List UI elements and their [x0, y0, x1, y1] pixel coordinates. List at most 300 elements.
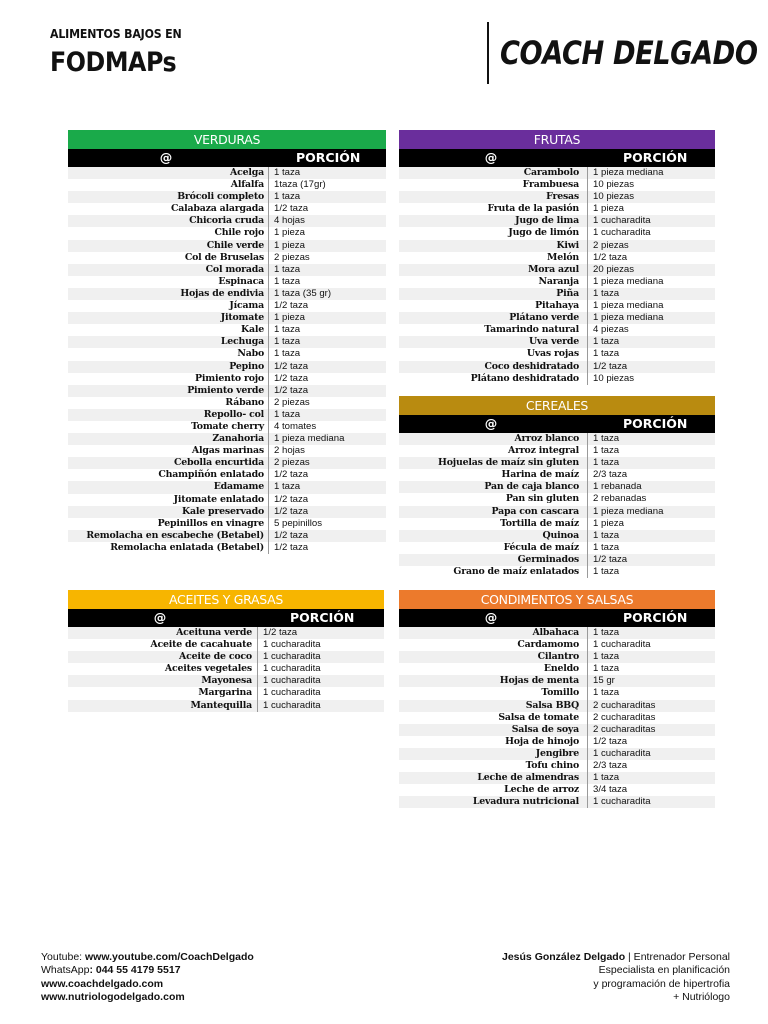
table-row	[399, 191, 715, 203]
food-portion: 1/2 taza	[593, 553, 628, 565]
table-row	[68, 361, 386, 373]
column-divider	[587, 712, 588, 724]
food-portion: 2 piezas	[274, 251, 310, 263]
table-body	[399, 167, 715, 385]
food-portion: 4 tomates	[274, 420, 317, 432]
author-line-2: Especialista en planificación	[598, 964, 730, 977]
table-row	[399, 215, 715, 227]
section-aceites	[68, 590, 384, 712]
food-name: Melón	[547, 251, 579, 263]
column-header-portion: PORCIÓN	[296, 150, 361, 165]
food-name: Pan sin gluten	[505, 493, 579, 505]
table-body	[68, 167, 386, 554]
table-row	[399, 361, 715, 373]
food-portion: 1 taza	[593, 433, 620, 444]
table-row	[399, 712, 715, 724]
column-divider	[587, 252, 588, 264]
food-portion: 1 pieza mediana	[593, 505, 664, 517]
table-row	[68, 385, 386, 397]
food-name: Salsa de soya	[511, 723, 579, 735]
column-divider	[587, 748, 588, 760]
column-divider	[587, 300, 588, 312]
table-body	[399, 627, 715, 808]
table-row	[399, 518, 715, 530]
food-name: Jícama	[229, 300, 264, 312]
food-name: Tortilla de maíz	[500, 517, 579, 529]
food-portion: 1 cucharadita	[593, 747, 651, 759]
food-name: Acelga	[230, 167, 264, 178]
column-divider	[257, 651, 258, 663]
food-portion: 20 piezas	[593, 263, 635, 275]
table-row	[399, 554, 715, 566]
table-row	[399, 240, 715, 252]
table-row	[68, 530, 386, 542]
table-row	[399, 179, 715, 191]
column-divider	[587, 203, 588, 215]
food-name: Tomillo	[541, 687, 579, 699]
table-row	[68, 276, 386, 288]
food-portion: 1 taza	[593, 687, 620, 699]
author-line-4: + Nutriólogo	[673, 990, 730, 1003]
table-row	[399, 227, 715, 239]
column-divider	[587, 675, 588, 687]
food-name: Algas marinas	[191, 445, 264, 457]
table-row	[68, 445, 386, 457]
food-portion: 1/2 taza	[274, 300, 309, 312]
table-row	[399, 627, 715, 639]
food-portion: 1 taza	[593, 348, 620, 360]
column-divider	[268, 215, 269, 227]
food-name: Uva verde	[528, 336, 579, 348]
food-portion: 2 piezas	[274, 396, 310, 408]
food-portion: 1 taza	[274, 191, 301, 203]
food-portion: 10 piezas	[593, 372, 635, 384]
food-name: Eneldo	[543, 663, 579, 675]
website-link-2[interactable]: www.nutriologodelgado.com	[41, 990, 185, 1003]
column-header-item: @	[159, 150, 173, 165]
food-portion: 1/2 taza	[593, 360, 628, 372]
food-portion: 1 cucharadita	[593, 796, 651, 808]
table-row	[68, 288, 386, 300]
food-name: Cardamomo	[517, 639, 579, 651]
table-row	[399, 675, 715, 687]
youtube-label: Youtube:	[41, 951, 85, 963]
column-divider	[268, 385, 269, 397]
column-divider	[257, 700, 258, 712]
table-row	[399, 542, 715, 554]
food-portion: 2 cucharaditas	[593, 723, 656, 735]
food-name: Hoja de hinojo	[505, 735, 579, 747]
column-divider	[587, 469, 588, 481]
column-divider	[587, 627, 588, 639]
food-name: Mayonesa	[201, 675, 252, 687]
food-portion: 2 piezas	[274, 457, 310, 469]
column-divider	[587, 700, 588, 712]
food-portion: 1 taza	[593, 772, 620, 784]
section-title: CEREALES	[399, 396, 715, 415]
food-name: Piña	[556, 287, 579, 299]
food-name: Chile rojo	[214, 227, 264, 239]
food-portion: 1 taza	[274, 263, 301, 275]
table-row	[68, 203, 386, 215]
column-divider	[268, 469, 269, 481]
table-row	[399, 264, 715, 276]
food-portion: 1 cucharadita	[263, 663, 321, 675]
table-row	[68, 627, 384, 639]
food-name: Espinaca	[218, 275, 264, 287]
food-portion: 1 taza	[274, 408, 301, 420]
food-portion: 15 gr	[593, 675, 615, 687]
food-name: Salsa BBQ	[525, 699, 579, 711]
food-name: Hojuelas de maíz sin gluten	[438, 457, 579, 469]
column-divider	[268, 445, 269, 457]
column-divider	[587, 336, 588, 348]
food-name: Jengibre	[535, 747, 579, 759]
food-portion: 1 taza	[274, 348, 301, 360]
table-row	[68, 481, 386, 493]
table-row	[399, 796, 715, 808]
food-name: Jitomate	[220, 312, 264, 324]
food-portion: 1 cucharadita	[263, 699, 321, 711]
website-link-1[interactable]: www.coachdelgado.com	[41, 977, 164, 990]
food-name: Calabaza alargada	[171, 203, 264, 215]
food-portion: 10 piezas	[593, 191, 635, 203]
column-divider	[268, 433, 269, 445]
column-divider	[268, 457, 269, 469]
food-portion: 1/2 taza	[274, 505, 309, 517]
food-portion: 1 pieza	[593, 517, 624, 529]
food-portion: 1 taza	[274, 275, 301, 287]
food-name: Carambolo	[523, 167, 579, 178]
table-row	[68, 324, 386, 336]
section-title: ACEITES Y GRASAS	[68, 590, 384, 609]
food-name: Margarina	[198, 687, 252, 699]
table-row	[399, 324, 715, 336]
food-name: Kale	[241, 324, 264, 336]
table-row	[399, 566, 715, 578]
food-name: Remolacha en escabeche (Betabel)	[86, 529, 264, 541]
food-name: Salsa de tomate	[498, 711, 579, 723]
section-cereales	[399, 396, 715, 578]
food-name: Jitomate enlatado	[173, 493, 264, 505]
table-row	[68, 494, 386, 506]
column-divider	[587, 312, 588, 324]
column-divider	[268, 167, 269, 179]
table-row	[68, 397, 386, 409]
table-row	[68, 409, 386, 421]
column-header-portion: PORCIÓN	[623, 416, 688, 431]
food-portion: 1/2 taza	[274, 203, 309, 215]
column-divider	[587, 518, 588, 530]
table-row	[68, 518, 386, 530]
column-divider	[587, 481, 588, 493]
whatsapp-label: WhatsApp	[41, 964, 90, 977]
table-row	[399, 457, 715, 469]
column-divider	[587, 736, 588, 748]
section-title: CONDIMENTOS Y SALSAS	[399, 590, 715, 609]
brand-logo: COACH DELGADO	[500, 34, 758, 72]
food-portion: 1 pieza	[274, 312, 305, 324]
food-name: Fécula de maíz	[503, 541, 579, 553]
food-name: Hojas de menta	[499, 675, 579, 687]
food-name: Plátano deshidratado	[470, 372, 579, 384]
column-divider	[268, 409, 269, 421]
table-row	[68, 252, 386, 264]
food-portion: 1 taza (35 gr)	[274, 287, 332, 299]
table-row	[399, 784, 715, 796]
youtube-link[interactable]: www.youtube.com/CoachDelgado	[85, 951, 254, 963]
column-divider	[587, 361, 588, 373]
food-name: Quinoa	[542, 529, 579, 541]
table-body	[399, 433, 715, 578]
food-portion: 1/2 taza	[274, 360, 309, 372]
table-row	[68, 264, 386, 276]
column-divider	[268, 191, 269, 203]
column-divider	[268, 264, 269, 276]
column-divider	[587, 288, 588, 300]
food-name: Col de Bruselas	[184, 251, 264, 263]
food-name: Tomate cherry	[191, 420, 264, 432]
column-divider	[587, 651, 588, 663]
food-portion: 1 taza	[593, 287, 620, 299]
food-portion: 1 cucharadita	[593, 639, 651, 651]
food-portion: 1/2 taza	[593, 735, 628, 747]
food-portion: 1taza (17gr)	[274, 179, 326, 191]
table-row	[68, 542, 386, 554]
food-name: Pan de caja blanco	[484, 481, 579, 493]
column-divider	[268, 324, 269, 336]
food-name: Edamame	[213, 481, 264, 493]
column-divider	[268, 397, 269, 409]
column-header-item: @	[153, 610, 167, 625]
food-name: Aceite de cacahuate	[150, 639, 252, 651]
table-row	[399, 651, 715, 663]
food-portion: 1 taza	[274, 336, 301, 348]
food-portion: 1/2 taza	[274, 372, 309, 384]
food-name: Jugo de limón	[508, 227, 579, 239]
food-portion: 1 taza	[274, 324, 301, 336]
table-row	[68, 457, 386, 469]
column-divider	[268, 276, 269, 288]
food-portion: 1 pieza	[274, 239, 305, 251]
table-row	[399, 639, 715, 651]
table-row	[399, 167, 715, 179]
food-portion: 1 taza	[593, 663, 620, 675]
food-portion: 1/2 taza	[274, 529, 309, 541]
column-divider	[268, 288, 269, 300]
food-name: Papa con cascara	[491, 505, 579, 517]
food-portion: 1 pieza mediana	[593, 167, 664, 178]
food-portion: 1 cucharadita	[593, 227, 651, 239]
food-portion: 1 taza	[593, 529, 620, 541]
food-name: Cilantro	[537, 651, 579, 663]
table-row	[399, 760, 715, 772]
table-row	[68, 300, 386, 312]
food-name: Aceites vegetales	[164, 663, 252, 675]
food-name: Pimiento verde	[187, 384, 264, 396]
table-row	[399, 336, 715, 348]
column-header	[399, 609, 715, 627]
column-divider	[587, 566, 588, 578]
food-portion: 2 piezas	[593, 239, 629, 251]
footer-author	[502, 951, 730, 1004]
table-row	[399, 276, 715, 288]
food-name: Pepinillos en vinagre	[157, 517, 264, 529]
table-row	[68, 348, 386, 360]
food-portion: 1/2 taza	[263, 627, 298, 638]
food-name: Arroz blanco	[514, 433, 579, 444]
header-subtitle: ALIMENTOS BAJOS EN	[50, 26, 182, 41]
table-row	[68, 469, 386, 481]
column-divider	[257, 687, 258, 699]
column-header	[68, 149, 386, 167]
author-role: | Entrenador Personal	[625, 951, 730, 963]
section-title: VERDURAS	[68, 130, 386, 149]
food-portion: 1 taza	[593, 457, 620, 469]
column-divider	[268, 361, 269, 373]
food-name: Arroz integral	[508, 445, 579, 457]
food-name: Naranja	[538, 275, 579, 287]
table-row	[399, 700, 715, 712]
column-divider	[257, 663, 258, 675]
food-portion: 1 cucharadita	[263, 687, 321, 699]
food-portion: 5 pepinillos	[274, 517, 323, 529]
column-divider	[268, 494, 269, 506]
food-name: Frambuesa	[522, 179, 579, 191]
table-row	[68, 687, 384, 699]
food-name: Brócoli completo	[177, 191, 264, 203]
table-row	[399, 288, 715, 300]
food-name: Col morada	[205, 263, 264, 275]
header-divider	[487, 22, 489, 84]
page-title: FODMAPs	[50, 47, 177, 78]
table-row	[68, 167, 386, 179]
column-divider	[268, 300, 269, 312]
table-row	[399, 312, 715, 324]
column-divider	[257, 675, 258, 687]
column-divider	[587, 445, 588, 457]
table-row	[68, 373, 386, 385]
food-portion: 10 piezas	[593, 179, 635, 191]
section-verduras	[68, 130, 386, 554]
column-divider	[587, 772, 588, 784]
table-row	[399, 445, 715, 457]
table-row	[399, 687, 715, 699]
table-row	[68, 663, 384, 675]
table-row	[399, 373, 715, 385]
column-header	[68, 609, 384, 627]
column-divider	[587, 227, 588, 239]
table-row	[399, 736, 715, 748]
food-portion: 1 cucharadita	[263, 651, 321, 663]
food-portion: 1/2 taza	[274, 493, 309, 505]
food-name: Cebolla encurtida	[173, 457, 264, 469]
food-portion: 4 hojas	[274, 215, 305, 227]
whatsapp-number: : 044 55 4179 5517	[89, 964, 181, 977]
column-divider	[587, 784, 588, 796]
column-divider	[587, 264, 588, 276]
column-header	[399, 149, 715, 167]
table-row	[68, 179, 386, 191]
table-row	[399, 481, 715, 493]
food-portion: 3/4 taza	[593, 784, 628, 796]
column-divider	[587, 663, 588, 675]
food-name: Tamarindo natural	[484, 324, 579, 336]
food-portion: 1/2 taza	[593, 251, 628, 263]
column-divider	[268, 421, 269, 433]
food-portion: 1/2 taza	[274, 384, 309, 396]
food-portion: 1 pieza	[593, 203, 624, 215]
food-name: Kiwi	[556, 239, 579, 251]
footer-contact	[41, 951, 254, 1004]
column-header	[399, 415, 715, 433]
food-name: Coco deshidratado	[484, 360, 579, 372]
column-divider	[587, 348, 588, 360]
table-row	[399, 203, 715, 215]
table-row	[68, 336, 386, 348]
food-name: Champiñón enlatado	[158, 469, 264, 481]
food-portion: 1 pieza mediana	[593, 312, 664, 324]
food-name: Alfalfa	[230, 179, 264, 191]
table-row	[68, 675, 384, 687]
food-name: Remolacha enlatada (Betabel)	[110, 541, 264, 553]
table-row	[68, 421, 386, 433]
column-divider	[268, 179, 269, 191]
table-row	[68, 215, 386, 227]
column-header-portion: PORCIÓN	[623, 610, 688, 625]
column-divider	[257, 627, 258, 639]
table-row	[399, 469, 715, 481]
table-row	[399, 663, 715, 675]
food-portion: 1 taza	[593, 336, 620, 348]
food-name: Levadura nutricional	[472, 796, 579, 808]
table-row	[68, 433, 386, 445]
food-name: Plátano verde	[509, 312, 579, 324]
food-name: Grano de maíz enlatados	[453, 566, 579, 578]
table-row	[399, 348, 715, 360]
column-divider	[268, 336, 269, 348]
food-name: Kale preservado	[182, 505, 264, 517]
column-divider	[587, 167, 588, 179]
column-divider	[587, 530, 588, 542]
table-row	[68, 639, 384, 651]
food-portion: 1 taza	[593, 627, 620, 638]
food-portion: 1 cucharadita	[263, 639, 321, 651]
food-portion: 1 pieza mediana	[593, 300, 664, 312]
food-name: Pitahaya	[535, 300, 579, 312]
food-name: Germinados	[517, 553, 579, 565]
column-divider	[587, 373, 588, 385]
column-divider	[268, 373, 269, 385]
column-header-portion: PORCIÓN	[623, 150, 688, 165]
food-portion: 1 taza	[274, 481, 301, 493]
food-name: Aceite de coco	[179, 651, 252, 663]
column-divider	[268, 530, 269, 542]
table-row	[399, 493, 715, 505]
food-name: Repollo- col	[203, 408, 264, 420]
column-divider	[587, 687, 588, 699]
food-portion: 1/2 taza	[274, 469, 309, 481]
food-name: Fresas	[546, 191, 579, 203]
column-divider	[587, 240, 588, 252]
column-divider	[587, 760, 588, 772]
column-divider	[257, 639, 258, 651]
section-condimentos	[399, 590, 715, 808]
food-portion: 1 taza	[593, 651, 620, 663]
food-portion: 1 taza	[274, 167, 301, 178]
table-row	[68, 506, 386, 518]
food-name: Chile verde	[206, 239, 264, 251]
